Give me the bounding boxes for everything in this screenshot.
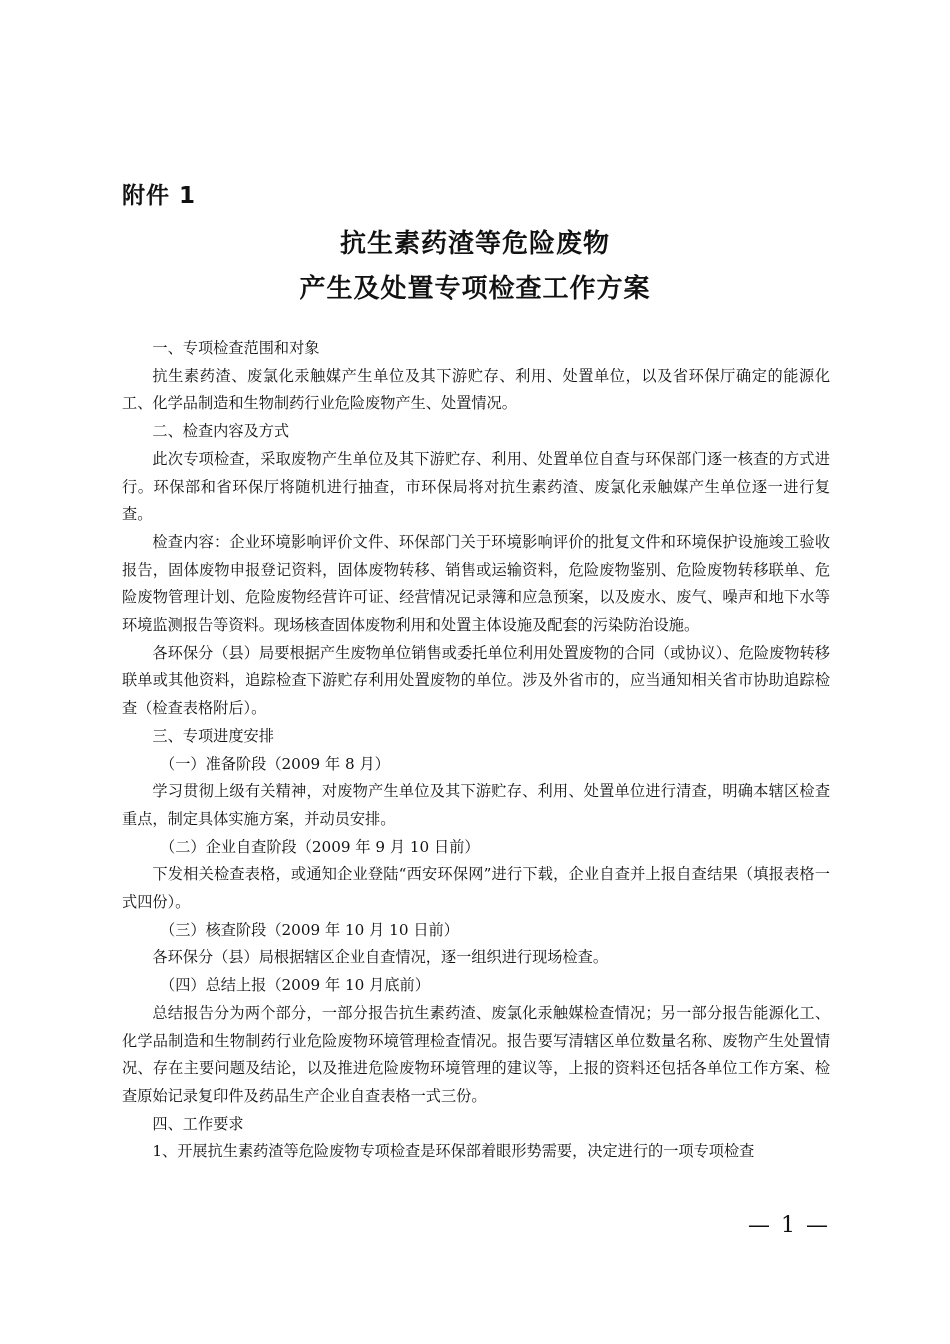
- section-heading-schedule: 三、专项进度安排: [152, 726, 274, 745]
- subheading-summary: （四）总结上报（2009 年 10 月底前）: [160, 976, 430, 995]
- document-body: [122, 335, 830, 1166]
- subheading-self-check: （二）企业自查阶段（2009 年 9 月 10 日前）: [160, 837, 480, 856]
- section-heading-scope: 一、专项检查范围和对象: [152, 339, 320, 357]
- document-title-line2: 产生及处置专项检查工作方案: [299, 274, 651, 304]
- paragraph-self-check: 下发相关检查表格，或通知企业登陆“西安环保网”进行下载，企业自查并上报自查结果（填报表格一式四份）。: [122, 865, 830, 912]
- section-heading-requirements: 四、工作要求: [152, 1114, 244, 1133]
- paragraph-tracking: 各环保分（县）局要根据产生废物单位销售或委托单位利用处置废物的合同（或协议）、危险废物转移联单或其他资料，追踪检查下游贮存利用处置废物的单位。涉及外省市的，应当通知相关省市协助追踪检查（检查表格附后）。: [122, 643, 830, 718]
- paragraph-preparation: 学习贯彻上级有关精神，对废物产生单位及其下游贮存、利用、处置单位进行清查，明确本辖区检查重点，制定具体实施方案，并动员安排。: [122, 782, 830, 828]
- paragraph-verification: 各环保分（县）局根据辖区企业自查情况，逐一组织进行现场检查。: [152, 948, 609, 967]
- paragraph-content: 检查内容：企业环境影响评价文件、环保部门关于环境影响评价的批复文件和环境保护设施竣工验收报告，固体废物申报登记资料，固体废物转移、销售或运输资料，危险废物鉴别、危险废物转移联单、危险废物管理计划、危险废物经营许可证、经营情况记录簿和应急预案，以及废水、废气、噪声和地下水等环境监测报告等资料。现场核查固体废物利用和处置主体设施及配套的污染防治设施。: [122, 532, 830, 635]
- paragraph-summary: 总结报告分为两个部分，一部分报告抗生素药渣、废氯化汞触媒检查情况；另一部分报告能源化工、化学品制造和生物制药行业危险废物环境管理检查情况。报告要写清辖区单位数量名称、废物产生处置情况、存在主要问题及结论，以及推进危险废物环境管理的建议等，上报的资料还包括各单位工作方案、检查原始记录复印件及药品生产企业自查表格一式三份。: [122, 1003, 830, 1105]
- page-number: — 1 —: [748, 1213, 830, 1238]
- attachment-label: 附件 1: [122, 183, 197, 209]
- subheading-preparation: （一）准备阶段（2009 年 8 月）: [160, 754, 390, 773]
- paragraph-method: 此次专项检查，采取废物产生单位及其下游贮存、利用、处置单位自查与环保部门逐一核查的方式进行。环保部和省环保厅将随机进行抽查，市环保局将对抗生素药渣、废氯化汞触媒产生单位逐一进行复查。: [122, 449, 830, 524]
- document-title-line1: 抗生素药渣等危险废物: [339, 229, 610, 259]
- paragraph-scope: 抗生素药渣、废氯化汞触媒产生单位及其下游贮存、利用、处置单位，以及省环保厅确定的能源化工、化学品制造和生物制药行业危险废物产生、处置情况。: [122, 366, 830, 413]
- section-heading-content: 二、检查内容及方式: [152, 422, 290, 441]
- paragraph-requirement-1: 1、开展抗生素药渣等危险废物专项检查是环保部着眼形势需要，决定进行的一项专项检查: [152, 1142, 755, 1161]
- subheading-verification: （三）核查阶段（2009 年 10 月 10 日前）: [160, 920, 459, 939]
